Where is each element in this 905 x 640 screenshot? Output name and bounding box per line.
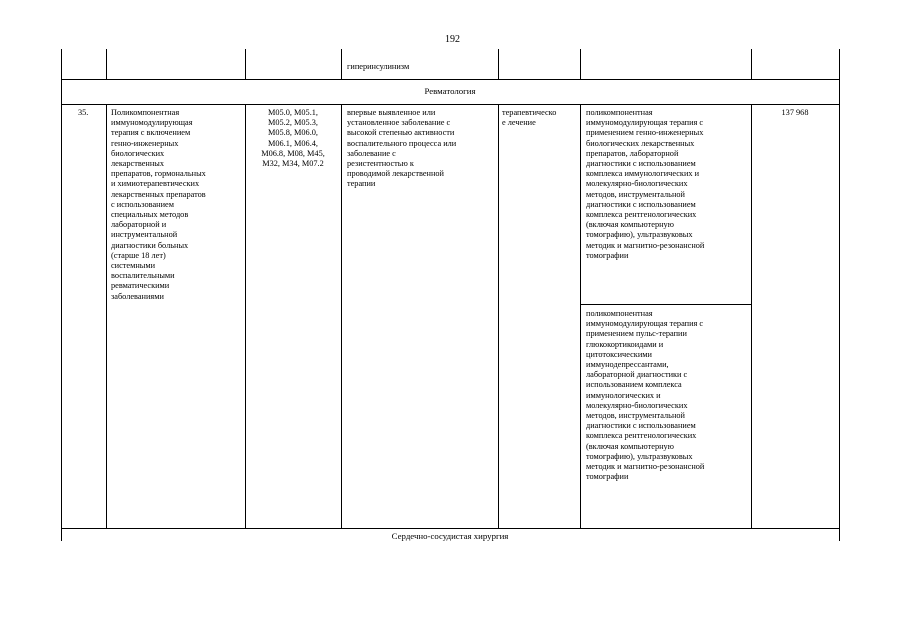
rule-col-f-top: [751, 49, 752, 79]
page-number: 192: [445, 34, 460, 45]
row-name: Поликомпонентная иммуномодулирующая терапия с включением генно-инженерных биологических лекарственных препаратов, гормональных и химиотерапевтических лекарственных препаратов с использованием специальных методов лабораторной и инструментальной диагностики больных (старше 18 лет) системными воспалительными ревматическими заболеваниями: [111, 108, 206, 301]
row-codes: M05.0, M05.1, M05.2, M05.3, M05.8, M06.0, M06.1, M06.4, M06.8, M08, M45, M32, M34, M07.2: [261, 108, 325, 169]
top-row-condition: гиперинсулинизм: [347, 62, 410, 71]
section-cardio-surgery: Сердечно-сосудистая хирургия: [391, 531, 509, 541]
rule-col-b: [245, 104, 246, 528]
row-method-1: поликомпонентная иммуномодулирующая терапия с применением генно-инженерных биологических лекарственных препаратов, лабораторной диагностики с использованием комплекса иммунологических и молекулярно-биологических методов, инструментальной диагностики с использованием комплекса рентгенологических (включая компьютерную томографию), ультразвуковых методик и магнитно-резонансной томографии: [586, 108, 705, 260]
rule-right-edge: [839, 49, 840, 541]
rule-col-b-top: [245, 49, 246, 79]
rule-col-f: [751, 104, 752, 528]
rule-col-a-top: [106, 49, 107, 79]
row-number: 35.: [78, 108, 89, 117]
rule-col-d: [498, 104, 499, 528]
rule-top-row-bottom: [61, 79, 839, 80]
rule-left-edge: [61, 49, 62, 541]
rule-col-c: [341, 104, 342, 528]
row-cost: 137 968: [781, 108, 809, 117]
row-method-2: поликомпонентная иммуномодулирующая терапия с применением пульс-терапии глюкокортикоидами и цитотоксическими иммунодепрессантами, лабораторной диагностики с использованием комплекса иммунологических и молекулярно-биологических методов, инструментальной диагностики с использованием комплекса рентгенологических (включая компьютерную томографию), ультразвуковых методик и магнитно-резонансной томографии: [586, 309, 705, 482]
rule-col-c-top: [341, 49, 342, 79]
rule-col-e: [580, 104, 581, 528]
rule-col-d-top: [498, 49, 499, 79]
rule-method-divider: [580, 304, 751, 305]
rule-col-e-top: [580, 49, 581, 79]
row-condition: впервые выявленное или установленное заболевание с высокой степенью активности воспалительного процесса или заболевание с резистентностью к проводимой лекарственной терапии: [347, 108, 457, 189]
row-treatment-type: терапевтическо е лечение: [502, 108, 557, 128]
rule-col-a: [106, 104, 107, 528]
rule-row-bottom: [61, 528, 839, 529]
rule-section-bottom: [61, 104, 839, 105]
section-rheumatology: Ревматология: [424, 86, 476, 96]
